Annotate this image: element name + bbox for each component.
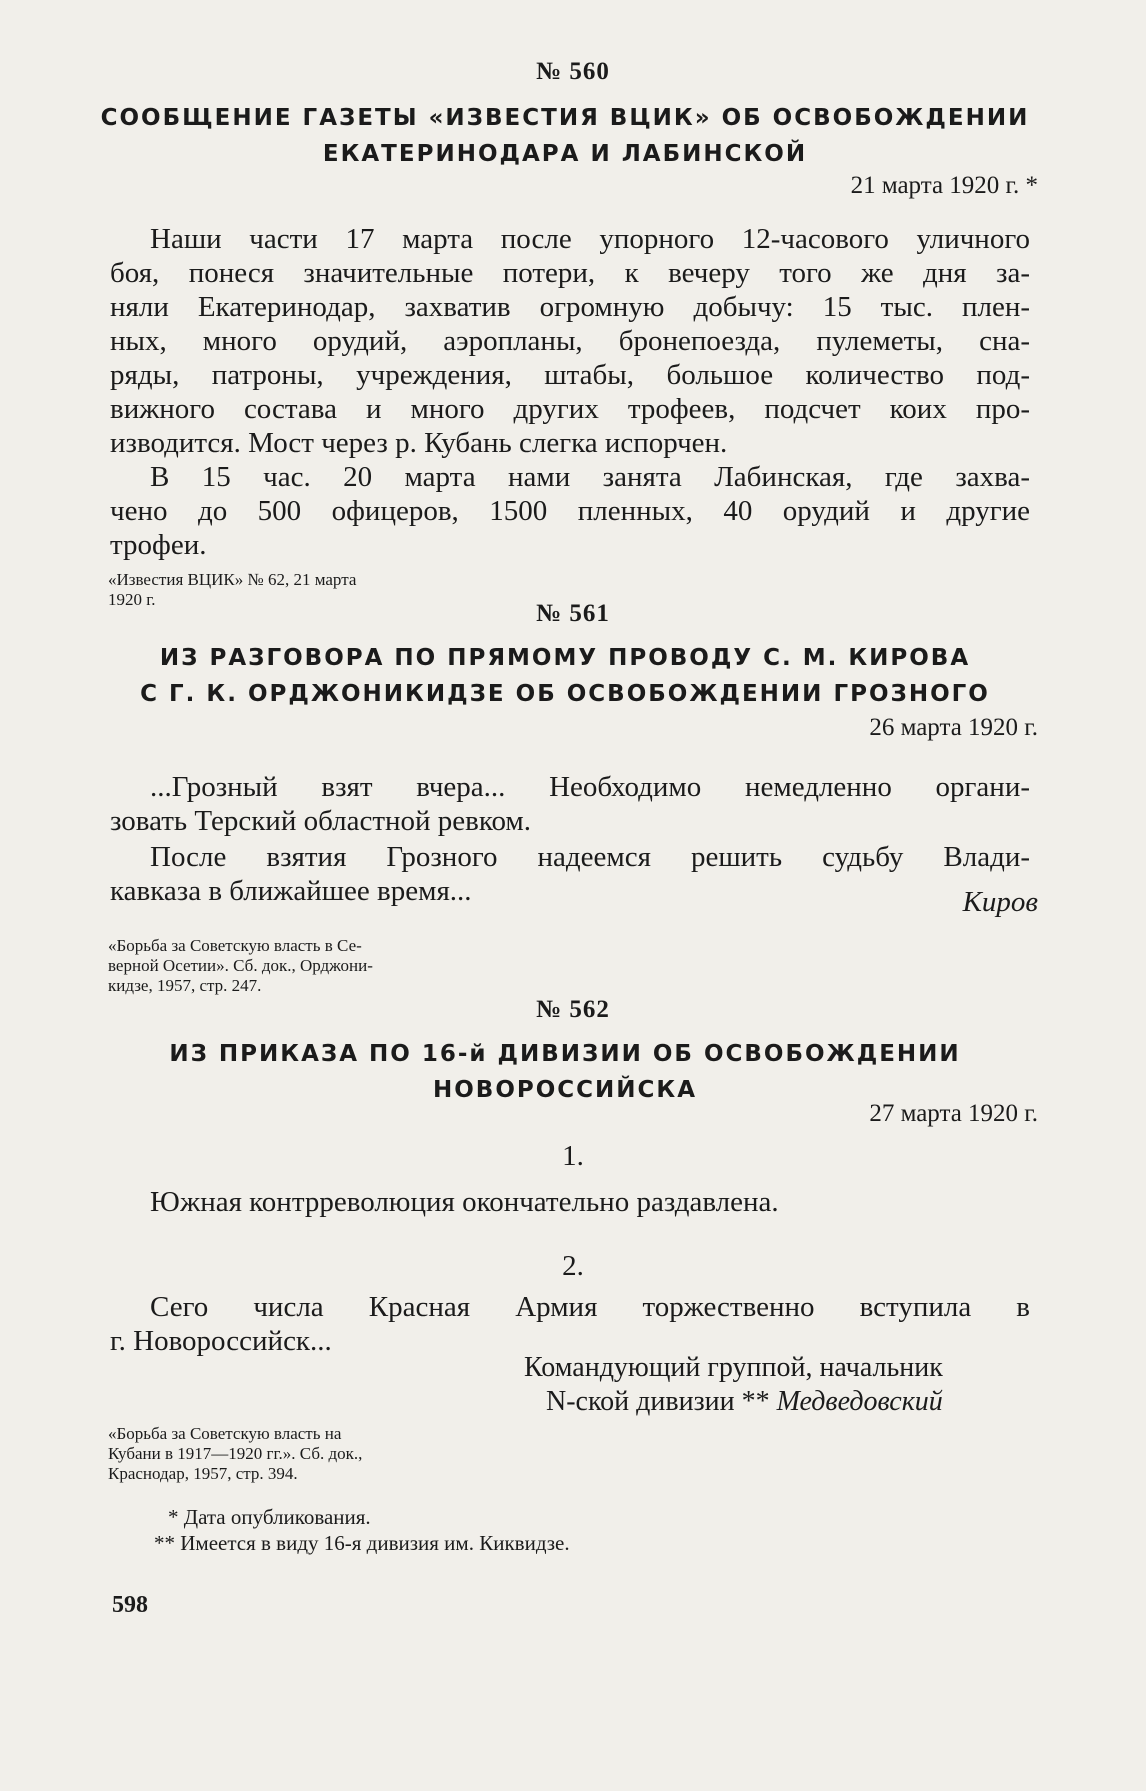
text-line: трофеи.	[110, 529, 207, 561]
doc-561-paragraph-2	[110, 840, 1030, 908]
text-line: ряды, патроны, учреждения, штабы, большое количество под-	[110, 359, 1030, 391]
text-line: вижного состава и много других трофеев, подсчет коих про-	[110, 393, 1030, 425]
text-line: изводится. Мост через р. Кубань слегка испорчен.	[110, 427, 728, 459]
source-line: Краснодар, 1957, стр. 394.	[108, 1464, 298, 1483]
doc-562-title-line-1: ИЗ ПРИКАЗА ПО 16-й ДИВИЗИИ ОБ ОСВОБОЖДЕНИИ	[169, 1041, 961, 1067]
source-line: «Борьба за Советскую власть на	[108, 1424, 342, 1443]
text-line: После взятия Грозного надеемся решить судьбу Влади-	[150, 841, 1030, 873]
doc-562-signature-line-1: Командующий группой, начальник	[524, 1352, 943, 1383]
text-line: г. Новороссийск...	[110, 1325, 332, 1357]
doc-561-title	[100, 640, 1030, 712]
signature-name: Медведовский	[776, 1386, 943, 1417]
doc-560-number: № 560	[536, 58, 610, 85]
text-line: Сего числа Красная Армия торжественно вступила в	[150, 1291, 1030, 1323]
text-line: Наши части 17 марта после упорного 12-часового уличного	[150, 223, 1030, 255]
source-line: верной Осетии». Сб. док., Орджони-	[108, 956, 373, 975]
footnote-2: ** Имеется в виду 16-я дивизия им. Киквидзе.	[154, 1531, 570, 1555]
doc-562-item-2-number: 2.	[562, 1250, 584, 1282]
doc-562-title	[100, 1036, 1030, 1108]
text-line: кавказа в ближайшее время...	[110, 875, 472, 907]
doc-562-date: 27 марта 1920 г.	[869, 1100, 1038, 1127]
text-line: ...Грозный взят вчера... Необходимо немедленно органи-	[150, 771, 1030, 803]
source-line: «Борьба за Советскую власть в Се-	[108, 936, 362, 955]
doc-560-date: 21 марта 1920 г. *	[850, 172, 1038, 199]
text-line: зовать Терский областной ревком.	[110, 805, 532, 837]
doc-562-title-line-2: НОВОРОССИЙСКА	[432, 1077, 698, 1103]
text-line: чено до 500 офицеров, 1500 пленных, 40 орудий и другие	[110, 495, 1030, 527]
doc-560-paragraph-2	[110, 460, 1030, 562]
source-line: «Известия ВЦИК» № 62, 21 марта	[108, 570, 357, 589]
text-line: ных, много орудий, аэропланы, бронепоезда, пулеметы, сна-	[110, 325, 1030, 357]
doc-560-title	[100, 100, 1030, 172]
doc-562-number: № 562	[536, 996, 610, 1023]
text-line: няли Екатеринодар, захватив огромную добычу: 15 тыс. плен-	[110, 291, 1030, 323]
page-number: 598	[112, 1592, 148, 1618]
doc-561-paragraph-1	[110, 770, 1030, 838]
doc-561-source	[108, 936, 373, 996]
doc-560-title-line-1: СООБЩЕНИЕ ГАЗЕТЫ «ИЗВЕСТИЯ ВЦИК» ОБ ОСВОБОЖДЕНИИ	[100, 105, 1030, 131]
doc-562-item-1-text: Южная контрреволюция окончательно раздавлена.	[150, 1186, 779, 1218]
doc-561-date: 26 марта 1920 г.	[869, 714, 1038, 741]
source-line: Кубани в 1917—1920 гг.». Сб. док.,	[108, 1444, 363, 1463]
footnote-1: * Дата опубликования.	[168, 1505, 371, 1529]
signature-title: N-ской дивизии **	[546, 1386, 770, 1417]
doc-562-source	[108, 1424, 362, 1484]
text-line: В 15 час. 20 марта нами занята Лабинская, где захва-	[150, 461, 1030, 493]
source-line: кидзе, 1957, стр. 247.	[108, 976, 262, 995]
doc-561-number: № 561	[536, 600, 610, 627]
text-line: боя, понеся значительные потери, к вечеру того же дня за-	[110, 257, 1030, 289]
doc-561-signature: Киров	[962, 886, 1038, 918]
doc-562-item-1-number: 1.	[562, 1140, 584, 1172]
doc-562-item-2-text	[110, 1290, 1030, 1358]
doc-562-signature-line-2	[546, 1386, 943, 1418]
doc-560-title-line-2: ЕКАТЕРИНОДАРА И ЛАБИНСКОЙ	[322, 141, 808, 167]
source-line: 1920 г.	[108, 590, 156, 609]
doc-560-paragraph-1	[110, 222, 1030, 460]
doc-561-title-line-2: С Г. К. ОРДЖОНИКИДЗЕ ОБ ОСВОБОЖДЕНИИ ГРОЗНОГО	[140, 681, 990, 707]
doc-561-title-line-1: ИЗ РАЗГОВОРА ПО ПРЯМОМУ ПРОВОДУ С. М. КИРОВА	[159, 645, 971, 671]
